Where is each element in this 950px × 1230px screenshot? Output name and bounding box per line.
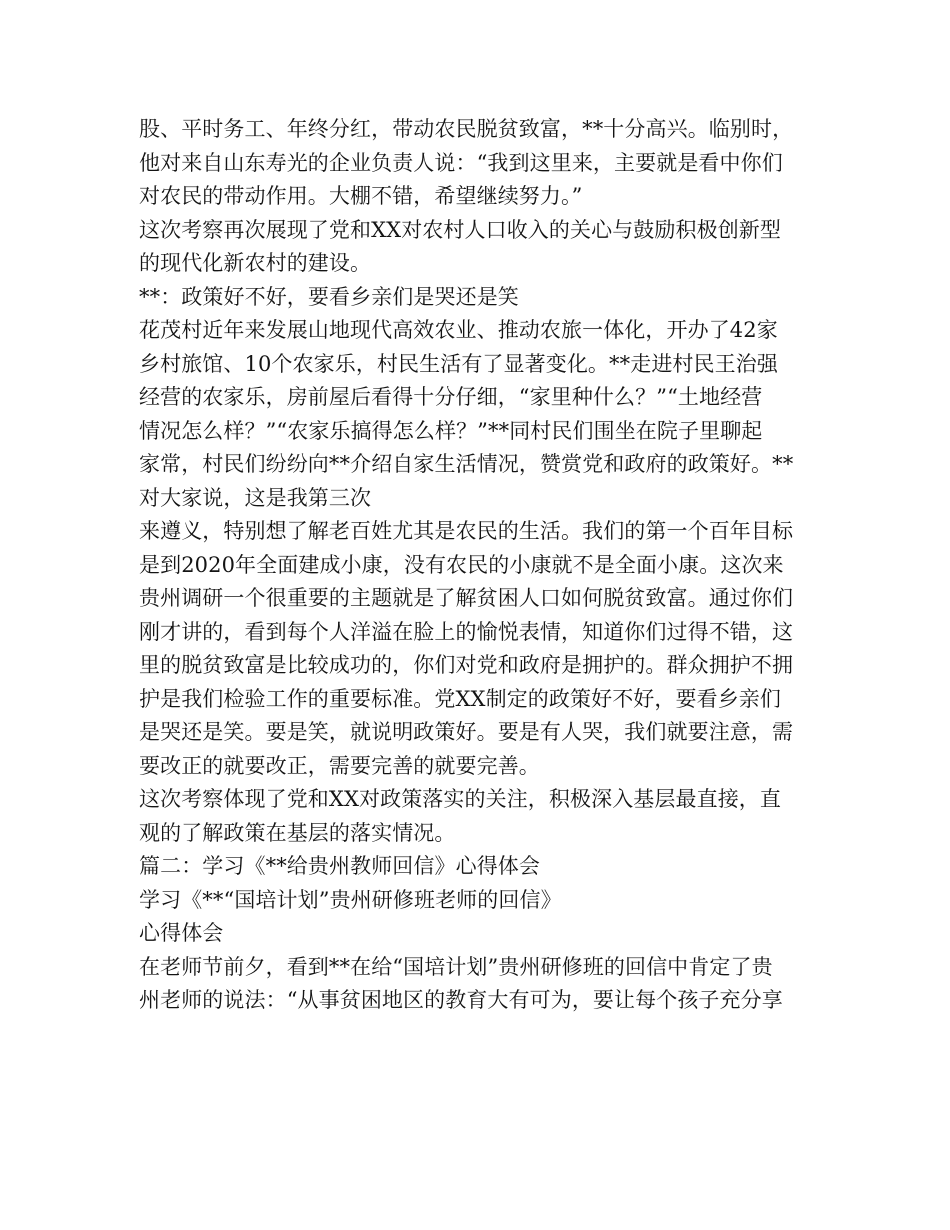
- text-line: 这次考察再次展现了党和XX对农村人口收入的关心与鼓励积极创新型: [139, 217, 781, 242]
- section-heading: 心得体会: [139, 921, 224, 945]
- text-line: 乡村旅馆、10个农家乐，村民生活有了显著变化。**走进村民王治强: [139, 351, 778, 376]
- text-line: 州老师的说法：“从事贫困地区的教育大有可为，要让每个孩子充分享: [139, 988, 783, 1012]
- text-line: 花茂村近年来发展山地现代高效农业、推动农旅一体化，开办了42家: [139, 318, 778, 342]
- text-line: 这次考察体现了党和XX对政策落实的关注，积极深入基层最直接，直: [139, 787, 781, 811]
- text-line: 刚才讲的，看到每个人洋溢在脸上的愉悦表情，知道你们过得不错，这: [139, 619, 794, 644]
- section-heading: 学习《**“国培计划”贵州研修班老师的回信》: [139, 887, 562, 912]
- text-line: 护是我们检验工作的重要标准。党XX制定的政策好不好，要看乡亲们: [139, 686, 781, 711]
- text-line: 是哭还是笑。要是笑，就说明政策好。要是有人哭，我们就要注意，需: [139, 720, 794, 744]
- section-heading: 篇二：学习《**给贵州教师回信》心得体会: [139, 854, 540, 878]
- section-heading: **：政策好不好，要看乡亲们是哭还是笑: [139, 284, 519, 309]
- text-line: 对大家说，这是我第三次: [139, 485, 372, 510]
- text-line: 贵州调研一个很重要的主题就是了解贫困人口如何脱贫致富。通过你们: [139, 586, 794, 610]
- text-line: 经营的农家乐，房前屋后看得十分仔细，“家里种什么？”“土地经营: [139, 385, 763, 409]
- text-line: 来遵义，特别想了解老百姓尤其是农民的生活。我们的第一个百年目标: [139, 519, 794, 543]
- text-line: 股、平时务工、年终分红，带动农民脱贫致富，**十分高兴。临别时，: [139, 117, 794, 141]
- text-line: 他对来自山东寿光的企业负责人说：“我到这里来，主要就是看中你们: [139, 150, 783, 175]
- text-line: 对农民的带动作用。大棚不错，希望继续努力。”: [139, 184, 583, 208]
- document-body: [139, 113, 819, 1018]
- text-line: 观的了解政策在基层的落实情况。: [139, 820, 456, 845]
- text-line: 要改正的就要改正，需要完善的就要完善。: [139, 753, 540, 778]
- text-line: 情况怎么样？”“农家乐搞得怎么样？”**同村民们围坐在院子里聊起: [139, 418, 763, 443]
- text-line: 家常，村民们纷纷向**介绍自家生活情况，赞赏党和政府的政策好。**: [139, 452, 794, 476]
- text-line: 的现代化新农村的建设。: [139, 251, 372, 275]
- text-line: 在老师节前夕，看到**在给“国培计划”贵州研修班的回信中肯定了贵: [139, 954, 773, 979]
- text-line: 是到2020年全面建成小康，没有农民的小康就不是全面小康。这次来: [139, 552, 784, 577]
- text-line: 里的脱贫致富是比较成功的，你们对党和政府是拥护的。群众拥护不拥: [139, 653, 794, 677]
